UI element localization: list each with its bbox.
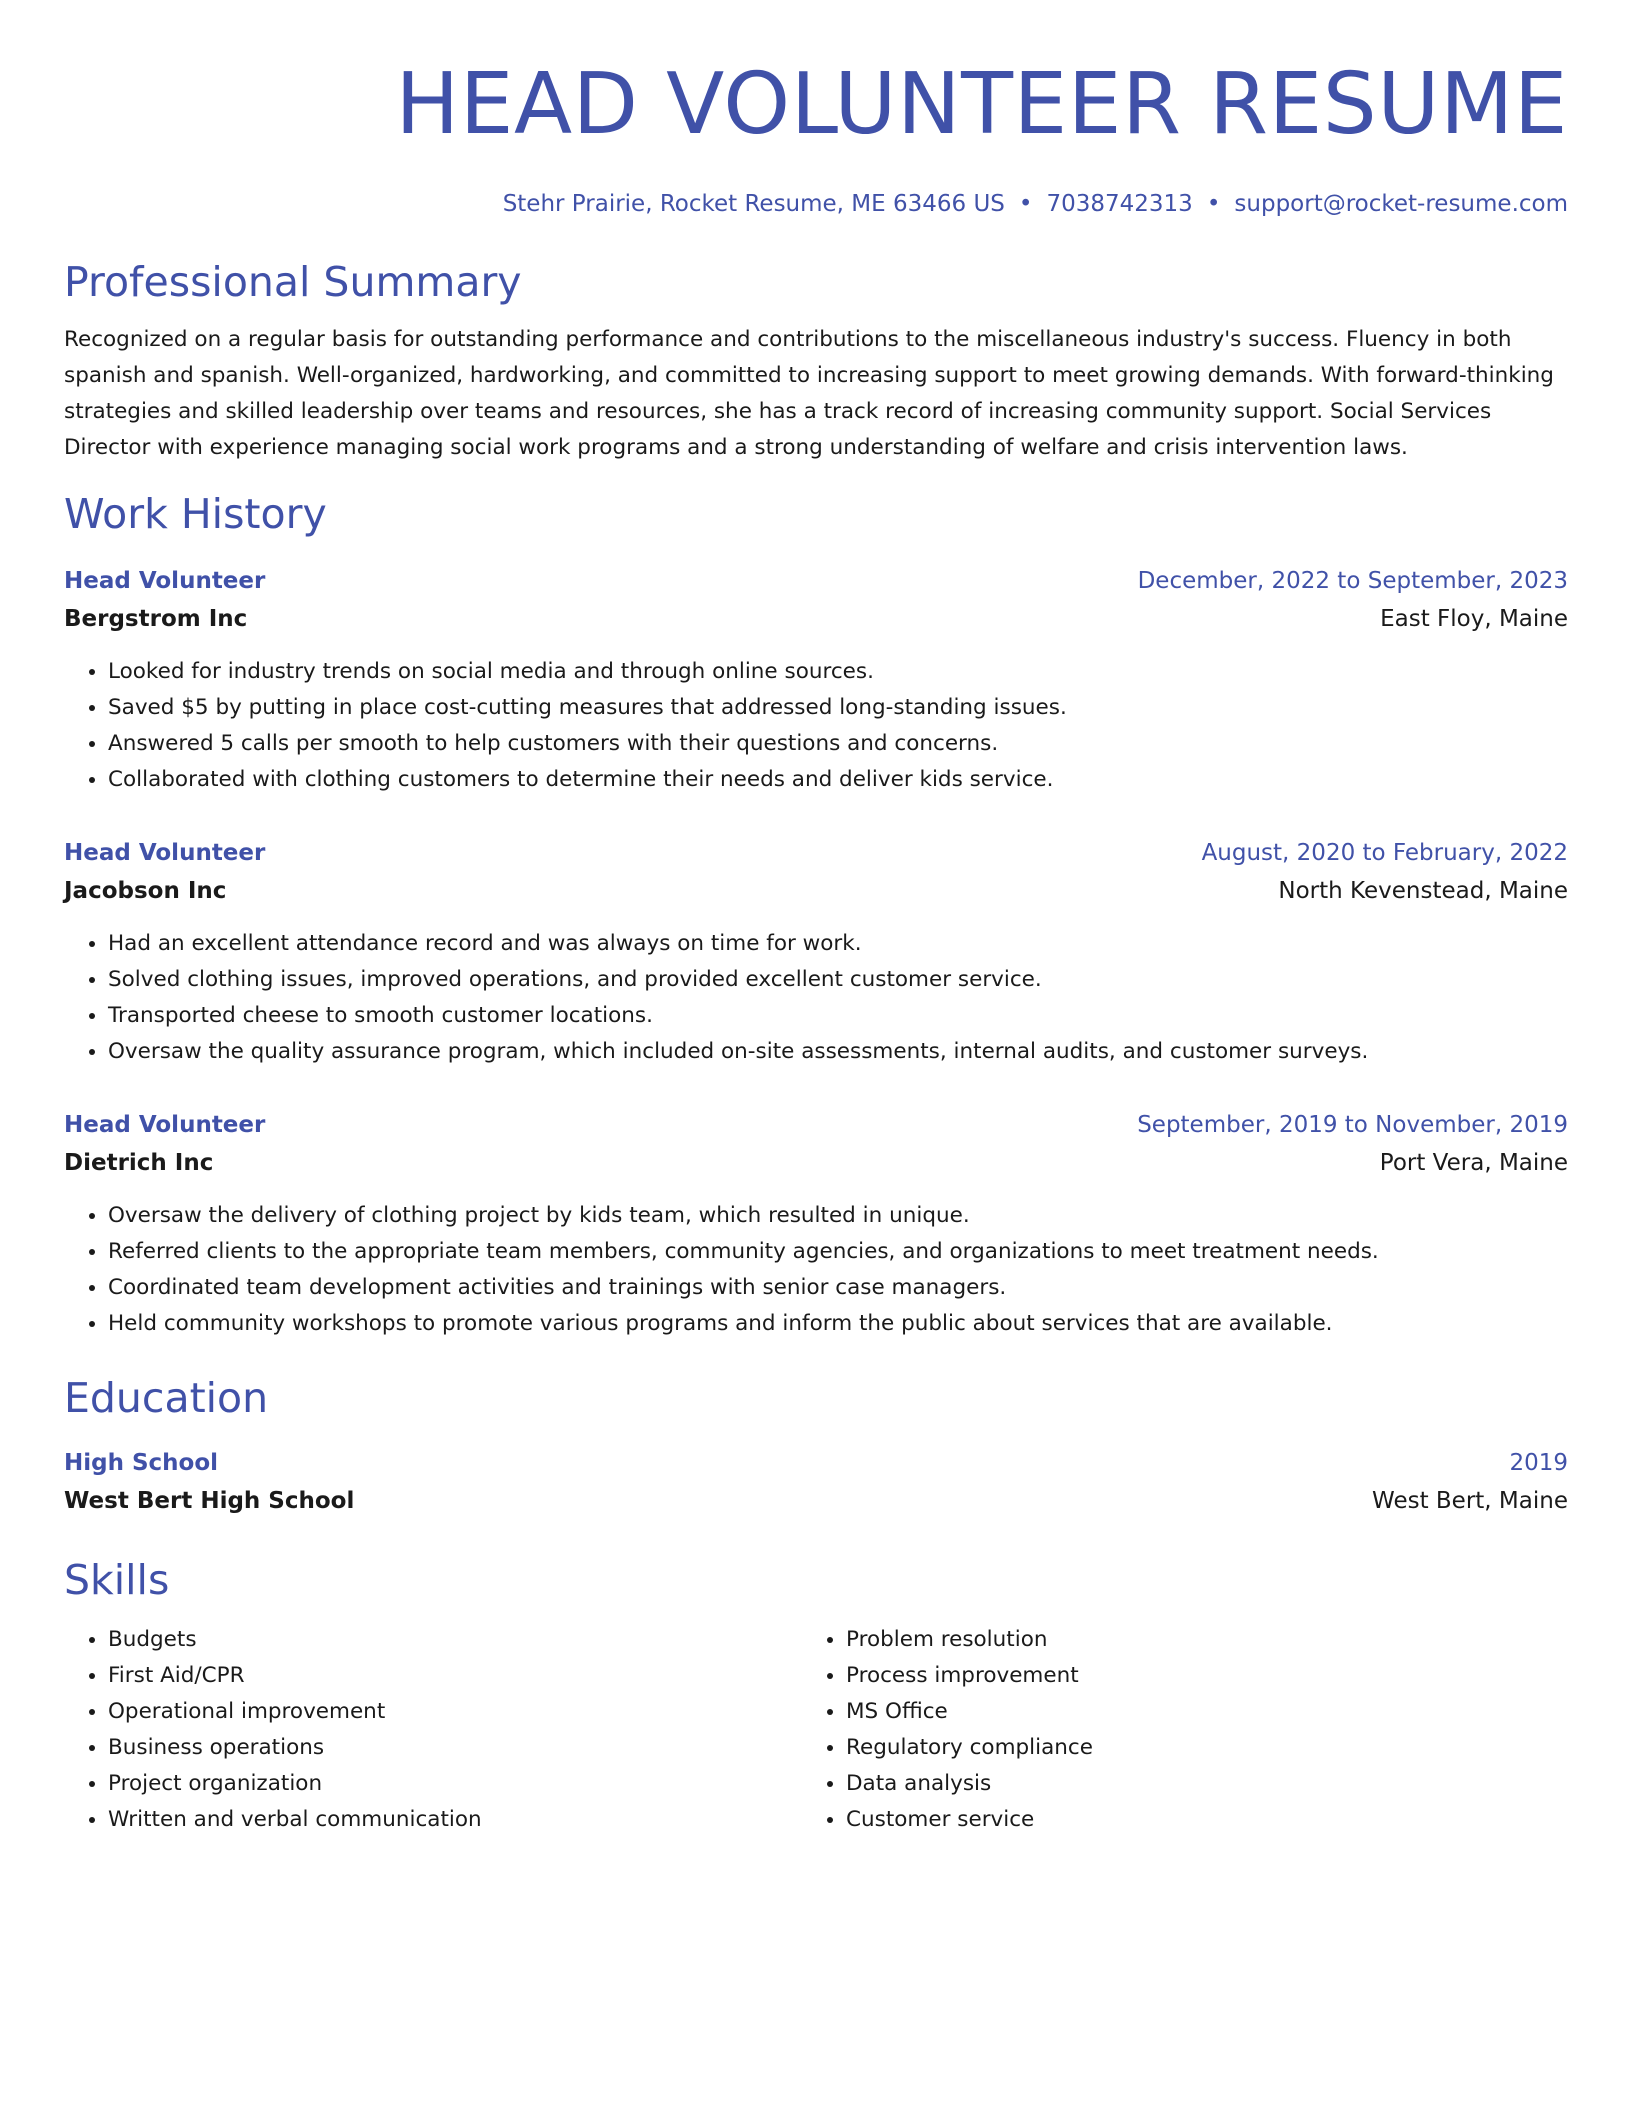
- job-entry: [64, 834, 1568, 1070]
- skill-item: • Operational improvement: [108, 1694, 802, 1730]
- job-company: Dietrich Inc: [64, 1150, 214, 1176]
- contact-separator: •: [1206, 191, 1221, 217]
- skill-item: • Process improvement: [846, 1658, 1540, 1694]
- skill-item: • Data analysis: [846, 1766, 1540, 1802]
- education-location: West Bert, Maine: [1372, 1488, 1568, 1514]
- job-bullet: • Oversaw the quality assurance program, which included on-site assessments, internal audits, and customer surveys.: [108, 1034, 1568, 1070]
- education-entry: [64, 1444, 1568, 1520]
- job-dates: August, 2020 to February, 2022: [1201, 840, 1568, 866]
- skills-right-column: [802, 1622, 1540, 1838]
- job-entry: [64, 1106, 1568, 1342]
- education-school: West Bert High School: [64, 1488, 355, 1514]
- skill-item: • MS Office: [846, 1694, 1540, 1730]
- skills-columns: [64, 1622, 1568, 1838]
- job-bullet: • Saved $5 by putting in place cost-cutting measures that addressed long-standing issues.: [108, 690, 1568, 726]
- job-title: Head Volunteer: [64, 568, 266, 594]
- skill-item: • Written and verbal communication: [108, 1802, 802, 1838]
- contact-line: [64, 188, 1568, 220]
- job-bullet: • Solved clothing issues, improved operations, and provided excellent customer service.: [108, 962, 1568, 998]
- education-section: [64, 1372, 1568, 1520]
- job-bullets: [64, 654, 1568, 798]
- job-title: Head Volunteer: [64, 1112, 266, 1138]
- education-degree: High School: [64, 1450, 219, 1476]
- contact-separator: •: [1018, 191, 1033, 217]
- education-heading: Education: [64, 1374, 269, 1422]
- summary-text: Recognized on a regular basis for outstanding performance and contributions to the miscellaneous industry's success. Fluency in both spanish and spanish. Well-organized, hardworking, and committed to increasing support to meet growing demands. With forward-thinking strategies and skilled leadership over teams and resources, she has a track record of increasing community support. Social Services Director with experience managing social work programs and a strong understanding of welfare and crisis intervention laws.: [64, 327, 1554, 460]
- job-bullets: [64, 926, 1568, 1070]
- job-bullet: • Referred clients to the appropriate team members, community agencies, and organizations to meet treatment needs.: [108, 1234, 1568, 1270]
- skill-item: • Customer service: [846, 1802, 1540, 1838]
- job-dates: December, 2022 to September, 2023: [1137, 568, 1568, 594]
- skills-heading: Skills: [64, 1556, 170, 1604]
- job-bullet: • Oversaw the delivery of clothing project by kids team, which resulted in unique.: [108, 1198, 1568, 1234]
- skill-item: • Project organization: [108, 1766, 802, 1802]
- resume-header: [64, 50, 1568, 220]
- skill-item: • Regulatory compliance: [846, 1730, 1540, 1766]
- contact-phone: 7038742313: [1046, 191, 1193, 217]
- skill-item: • Business operations: [108, 1730, 802, 1766]
- job-company: Bergstrom Inc: [64, 606, 248, 632]
- work-history-section: [64, 488, 1568, 1342]
- job-dates: September, 2019 to November, 2019: [1137, 1112, 1568, 1138]
- job-bullet: • Coordinated team development activities and trainings with senior case managers.: [108, 1270, 1568, 1306]
- job-bullets: [64, 1198, 1568, 1342]
- job-location: Port Vera, Maine: [1379, 1150, 1568, 1176]
- job-bullet: • Transported cheese to smooth customer locations.: [108, 998, 1568, 1034]
- job-bullet: • Answered 5 calls per smooth to help customers with their questions and concerns.: [108, 726, 1568, 762]
- job-location: North Kevenstead, Maine: [1278, 878, 1568, 904]
- summary-heading: Professional Summary: [64, 258, 522, 306]
- contact-address: Stehr Prairie, Rocket Resume, ME 63466 US: [502, 191, 1005, 217]
- job-location: East Floy, Maine: [1380, 606, 1568, 632]
- skill-item: • Problem resolution: [846, 1622, 1540, 1658]
- resume-name: HEAD VOLUNTEER RESUME: [395, 55, 1568, 154]
- education-year: 2019: [1509, 1450, 1568, 1476]
- job-company: Jacobson Inc: [64, 878, 227, 904]
- summary-section: [64, 256, 1568, 466]
- skill-item: • First Aid/CPR: [108, 1658, 802, 1694]
- skills-section: [64, 1554, 1568, 1838]
- contact-email: support@rocket-resume.com: [1234, 191, 1568, 217]
- skills-left-column: [64, 1622, 802, 1838]
- work-history-heading: Work History: [64, 490, 327, 538]
- skill-item: • Budgets: [108, 1622, 802, 1658]
- job-title: Head Volunteer: [64, 840, 266, 866]
- job-bullet: • Collaborated with clothing customers to determine their needs and deliver kids service.: [108, 762, 1568, 798]
- job-bullet: • Held community workshops to promote various programs and inform the public about services that are available.: [108, 1306, 1568, 1342]
- job-bullet: • Looked for industry trends on social media and through online sources.: [108, 654, 1568, 690]
- job-entry: [64, 562, 1568, 798]
- job-bullet: • Had an excellent attendance record and was always on time for work.: [108, 926, 1568, 962]
